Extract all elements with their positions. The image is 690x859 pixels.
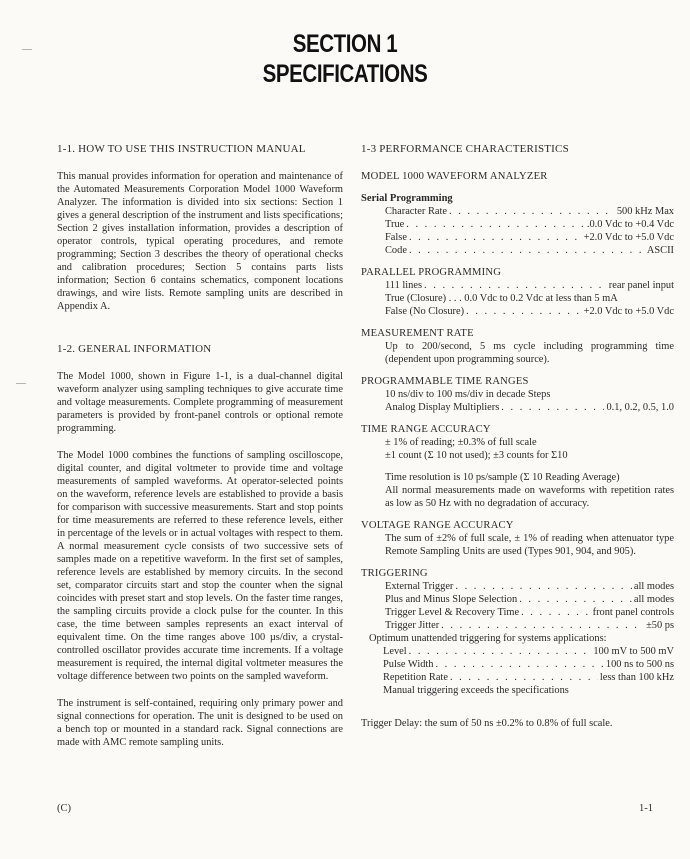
time-ranges-text: 10 ns/div to 100 ms/div in decade Steps: [385, 389, 551, 400]
spec-row: Analog Display Multipliers . . . 0.1, 0.2, 0.5, 1.0: [361, 401, 674, 414]
model-heading: MODEL 1000 WAVEFORM ANALYZER: [361, 171, 548, 182]
spec-row: 111 lines . . . rear panel input: [361, 279, 674, 292]
measurement-rate-title: MEASUREMENT RATE: [361, 328, 474, 339]
spec-row: Trigger Level & Recovery Time . . . front panel controls: [361, 606, 674, 619]
spec-row: False . . . +2.0 Vdc to +5.0 Vdc: [361, 231, 674, 244]
paragraph-general-2: The Model 1000 combines the functions of sampling oscilloscope, digital counter, and digital voltmeter to provide time and voltage measurements of sampled waveforms. At operator-selected points on the waveform, reference levels are established to provide a basis for comparison with successive measurements. Start and stop points for time measurements are referred to these reference levels, either in percentage of the levels or in actual voltages with respect to them. A normal measurement cycle consists of two successive sets of samples made on a repetitive waveform. In the first set of samples, reference levels are established by memory circuits. In the second set, comparator circuits start and stop the counter when the signal coincides with preset start and stop levels. On the faster time ranges, the sampling circuits provide a clock pulse for the counter. In this case, the time between samples represents an exact interval of equivalent time. On the time ranges above 100 µs/div, a crystal-controlled oscillator provides accurate time increments. If a voltage measurement is required, the internal digital voltmeter measures the voltage difference between two points on the sampled waveform.: [57, 450, 343, 682]
left-column: [57, 143, 343, 749]
paragraph-manual-usage: This manual provides information for operation and maintenance of the Automated Measurements Corporation Model 1000 Waveform Analyzer. The information is divided into six sections: Section 1 gives a general description of the instrument and lists specifications; Section 2 gives installation information, provides a description of operator controls, typical operating procedures, and remote programming; Section 3 describes the theory of operational checks and calibration procedures; Section 5 contains parts lists information; Section 6 contains schematics, component locations drawings, and wire lists. Remote sampling units are described in Appendix A.: [57, 171, 343, 312]
spec-row: False (No Closure) . . . +2.0 Vdc to +5.0 Vdc: [361, 305, 674, 318]
serial-programming-title: Serial Programming: [361, 193, 453, 204]
spec-row: True (Closure) . . . 0.0 Vdc to 0.2 Vdc at less than 5 mA: [385, 293, 618, 304]
spec-row: Code . . . ASCII: [361, 244, 674, 257]
spec-row: Repetition Rate . . . less than 100 kHz: [361, 671, 674, 684]
section-title: SECTION 1: [292, 30, 398, 58]
paragraph-general-1: The Model 1000, shown in Figure 1-1, is a dual-channel digital waveform analyzer using sampling techniques to give accurate time and voltage measurements. Complete programming of measurement parameters is provided by front-panel controls or optional remote programming.: [57, 371, 343, 434]
spec-row: External Trigger . . . all modes: [361, 580, 674, 593]
right-column: [361, 143, 674, 730]
scan-mark: —: [22, 44, 32, 55]
time-accuracy-line: ± 1% of reading; ±0.3% of full scale: [385, 437, 537, 448]
section-subtitle: SPECIFICATIONS: [262, 60, 428, 88]
time-accuracy-title: TIME RANGE ACCURACY: [361, 424, 491, 435]
time-resolution-text: Time resolution is 10 ps/sample (Σ 10 Reading Average): [385, 472, 620, 483]
time-accuracy-note: All normal measurements made on waveforms with repetition rates as low as 50 Hz with no degradation of accuracy.: [385, 485, 674, 509]
spec-row: Pulse Width . . . 100 ns to 500 ns: [361, 658, 674, 671]
page-number: 1-1: [639, 803, 653, 814]
measurement-rate-text: Up to 200/second, 5 ms cycle including programming time (dependent upon programming source).: [385, 341, 674, 365]
time-accuracy-line: ±1 count (Σ 10 not used); ±3 counts for Σ10: [385, 450, 568, 461]
triggering-title: TRIGGERING: [361, 568, 428, 579]
heading-1-2: 1-2. GENERAL INFORMATION: [57, 343, 212, 355]
heading-1-3: 1-3 PERFORMANCE CHARACTERISTICS: [361, 143, 569, 155]
voltage-accuracy-title: VOLTAGE RANGE ACCURACY: [361, 520, 514, 531]
trigger-delay-text: Trigger Delay: the sum of 50 ns ±0.2% to 0.8% of full scale.: [361, 718, 613, 729]
manual-triggering-text: Manual triggering exceeds the specifications: [383, 685, 569, 696]
spec-row: Trigger Jitter . . . ±50 ps: [361, 619, 674, 632]
spec-row: Level . . . 100 mV to 500 mV: [361, 645, 674, 658]
parallel-programming-title: PARALLEL PROGRAMMING: [361, 267, 502, 278]
spec-row: Plus and Minus Slope Selection . . . all modes: [361, 593, 674, 606]
spec-row: Character Rate . . . 500 kHz Max: [361, 205, 674, 218]
time-ranges-title: PROGRAMMABLE TIME RANGES: [361, 376, 529, 387]
spec-row: True . . . .0.0 Vdc to +0.4 Vdc: [361, 218, 674, 231]
paragraph-general-3: The instrument is self-contained, requiring only primary power and signal connections for operation. The unit is designed to be used on a bench top or mounted in a standard rack. Signal connections are made with AMC remote sampling units.: [57, 698, 343, 748]
scan-mark: —: [16, 378, 26, 389]
voltage-accuracy-text: The sum of ±2% of full scale, ± 1% of reading when attenuator type Remote Sampling Units are used (Types 901, 904, and 905).: [385, 533, 674, 557]
footer-left: (C): [57, 803, 71, 814]
heading-1-1: 1-1. HOW TO USE THIS INSTRUCTION MANUAL: [57, 143, 306, 155]
optimum-triggering-text: Optimum unattended triggering for systems applications:: [369, 633, 607, 644]
